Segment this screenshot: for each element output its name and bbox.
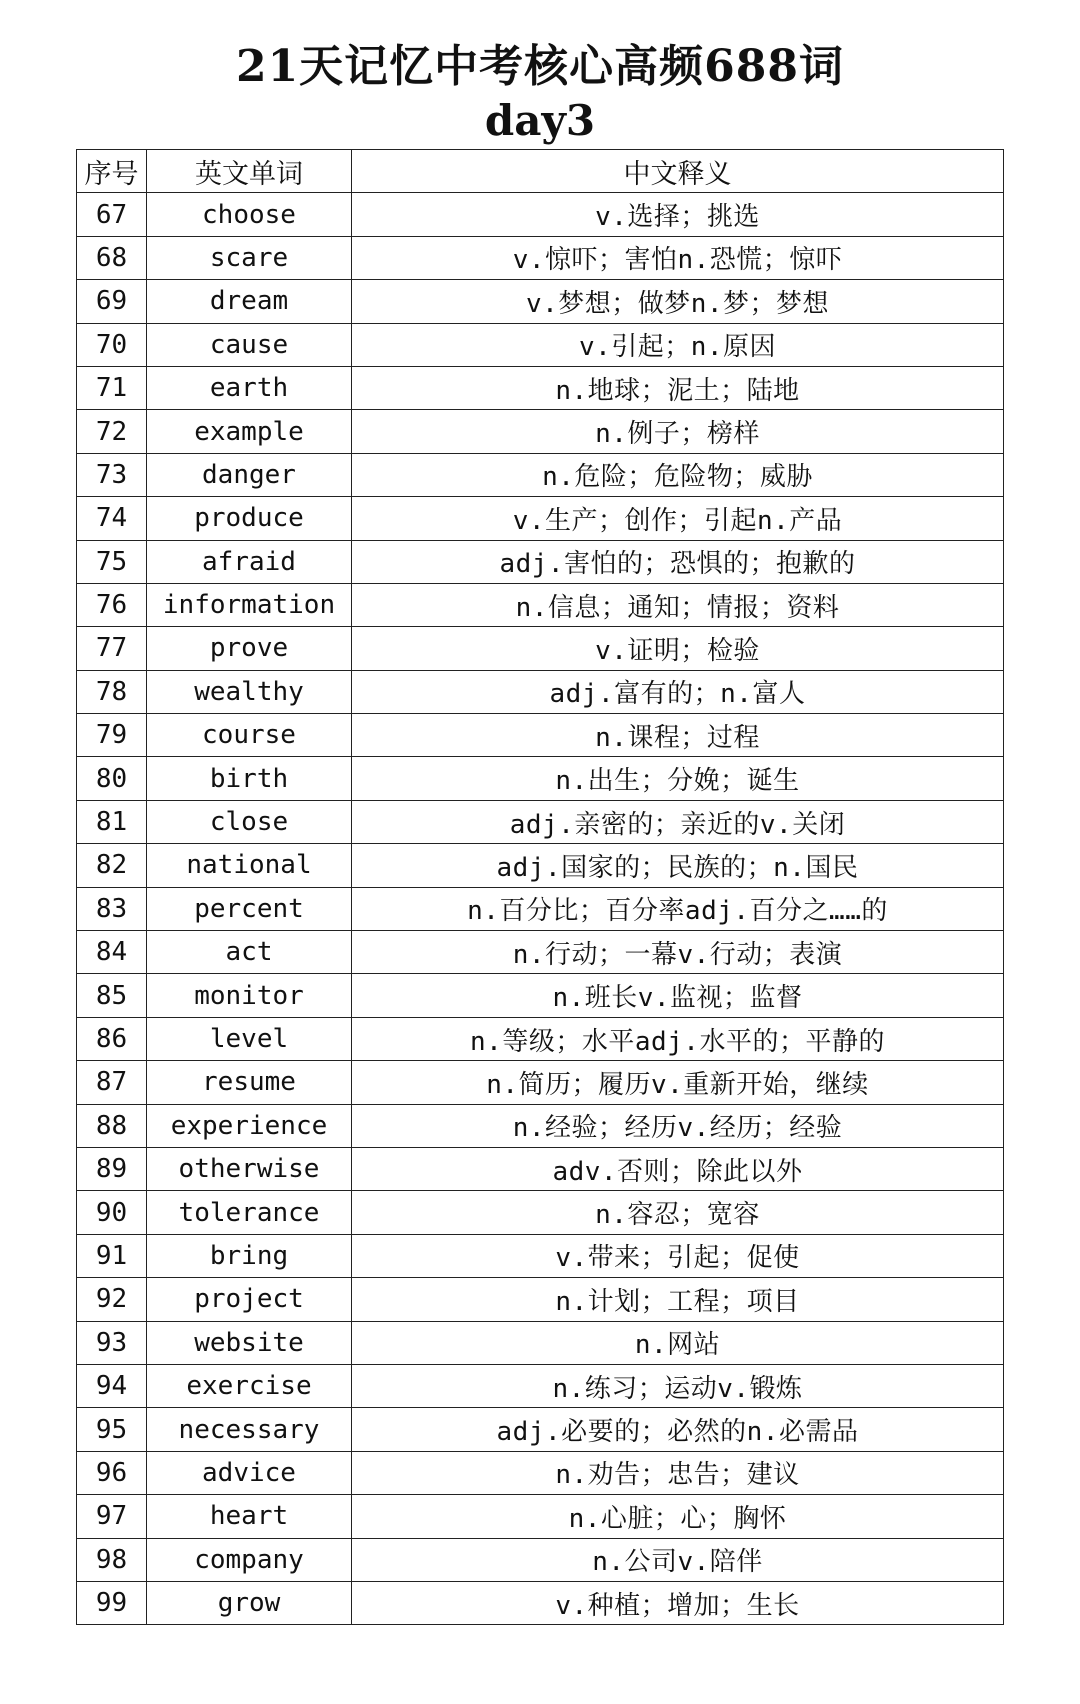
english-word: produce xyxy=(147,497,352,540)
chinese-meaning: v.惊吓；害怕n.恐慌；惊吓 xyxy=(352,236,1004,279)
table-row xyxy=(77,1408,1004,1451)
english-word: information xyxy=(147,583,352,626)
row-number: 92 xyxy=(77,1278,147,1321)
table-row xyxy=(77,931,1004,974)
english-word: project xyxy=(147,1278,352,1321)
table-row xyxy=(77,453,1004,496)
table-row xyxy=(77,1061,1004,1104)
chinese-meaning: adj.国家的；民族的；n.国民 xyxy=(352,844,1004,887)
row-number: 95 xyxy=(77,1408,147,1451)
page-subtitle: day3 xyxy=(484,96,596,145)
chinese-meaning: n.容忍；宽容 xyxy=(352,1191,1004,1234)
row-number: 89 xyxy=(77,1147,147,1190)
table-row xyxy=(77,1451,1004,1494)
table-row xyxy=(77,323,1004,366)
row-number: 68 xyxy=(77,236,147,279)
table-row xyxy=(77,974,1004,1017)
chinese-meaning: v.梦想；做梦n.梦；梦想 xyxy=(352,280,1004,323)
chinese-meaning: v.带来；引起；促使 xyxy=(352,1234,1004,1277)
english-word: earth xyxy=(147,366,352,409)
row-number: 72 xyxy=(77,410,147,453)
chinese-meaning: n.信息；通知；情报；资料 xyxy=(352,583,1004,626)
english-word: wealthy xyxy=(147,670,352,713)
table-row xyxy=(77,1495,1004,1538)
table-header-row xyxy=(77,150,1004,193)
chinese-meaning: adj.富有的；n.富人 xyxy=(352,670,1004,713)
chinese-meaning: n.地球；泥土；陆地 xyxy=(352,366,1004,409)
vocabulary-table-body xyxy=(77,193,1004,1625)
table-row xyxy=(77,670,1004,713)
english-word: company xyxy=(147,1538,352,1581)
english-word: national xyxy=(147,844,352,887)
chinese-meaning: n.计划；工程；项目 xyxy=(352,1278,1004,1321)
row-number: 87 xyxy=(77,1061,147,1104)
table-row xyxy=(77,1278,1004,1321)
chinese-meaning: v.种植；增加；生长 xyxy=(352,1581,1004,1624)
english-word: grow xyxy=(147,1581,352,1624)
table-row xyxy=(77,1234,1004,1277)
chinese-meaning: n.经验；经历v.经历；经验 xyxy=(352,1104,1004,1147)
row-number: 85 xyxy=(77,974,147,1017)
header-chinese-meaning: 中文释义 xyxy=(352,150,1004,193)
row-number: 88 xyxy=(77,1104,147,1147)
english-word: advice xyxy=(147,1451,352,1494)
english-word: otherwise xyxy=(147,1147,352,1190)
table-row xyxy=(77,1147,1004,1190)
english-word: act xyxy=(147,931,352,974)
row-number: 96 xyxy=(77,1451,147,1494)
table-row xyxy=(77,410,1004,453)
header-number: 序号 xyxy=(77,150,147,193)
chinese-meaning: n.网站 xyxy=(352,1321,1004,1364)
row-number: 78 xyxy=(77,670,147,713)
chinese-meaning: n.公司v.陪伴 xyxy=(352,1538,1004,1581)
chinese-meaning: n.出生；分娩；诞生 xyxy=(352,757,1004,800)
row-number: 71 xyxy=(77,366,147,409)
row-number: 81 xyxy=(77,800,147,843)
table-row xyxy=(77,714,1004,757)
chinese-meaning: n.百分比；百分率adj.百分之……的 xyxy=(352,887,1004,930)
header-english-word: 英文单词 xyxy=(147,150,352,193)
english-word: afraid xyxy=(147,540,352,583)
table-row xyxy=(77,1191,1004,1234)
english-word: birth xyxy=(147,757,352,800)
english-word: percent xyxy=(147,887,352,930)
vocabulary-table xyxy=(76,149,1004,1625)
row-number: 67 xyxy=(77,193,147,236)
english-word: cause xyxy=(147,323,352,366)
chinese-meaning: n.等级；水平adj.水平的；平静的 xyxy=(352,1017,1004,1060)
chinese-meaning: n.课程；过程 xyxy=(352,714,1004,757)
row-number: 79 xyxy=(77,714,147,757)
chinese-meaning: n.班长v.监视；监督 xyxy=(352,974,1004,1017)
row-number: 69 xyxy=(77,280,147,323)
chinese-meaning: v.证明；检验 xyxy=(352,627,1004,670)
table-row xyxy=(77,1017,1004,1060)
chinese-meaning: adv.否则；除此以外 xyxy=(352,1147,1004,1190)
english-word: experience xyxy=(147,1104,352,1147)
chinese-meaning: v.选择；挑选 xyxy=(352,193,1004,236)
table-row xyxy=(77,236,1004,279)
row-number: 97 xyxy=(77,1495,147,1538)
row-number: 77 xyxy=(77,627,147,670)
table-row xyxy=(77,1321,1004,1364)
table-row xyxy=(77,757,1004,800)
english-word: example xyxy=(147,410,352,453)
row-number: 83 xyxy=(77,887,147,930)
english-word: exercise xyxy=(147,1364,352,1407)
chinese-meaning: n.行动；一幕v.行动；表演 xyxy=(352,931,1004,974)
row-number: 82 xyxy=(77,844,147,887)
page-title: 21天记忆中考核心高频688词 xyxy=(235,41,845,92)
table-row xyxy=(77,583,1004,626)
table-row xyxy=(77,497,1004,540)
english-word: close xyxy=(147,800,352,843)
chinese-meaning: n.心脏；心；胸怀 xyxy=(352,1495,1004,1538)
table-row xyxy=(77,1364,1004,1407)
table-row xyxy=(77,540,1004,583)
english-word: course xyxy=(147,714,352,757)
english-word: tolerance xyxy=(147,1191,352,1234)
table-row xyxy=(77,1581,1004,1624)
table-row xyxy=(77,887,1004,930)
chinese-meaning: n.练习；运动v.锻炼 xyxy=(352,1364,1004,1407)
chinese-meaning: n.危险；危险物；威胁 xyxy=(352,453,1004,496)
english-word: scare xyxy=(147,236,352,279)
table-row xyxy=(77,193,1004,236)
row-number: 70 xyxy=(77,323,147,366)
english-word: prove xyxy=(147,627,352,670)
chinese-meaning: n.例子；榜样 xyxy=(352,410,1004,453)
english-word: heart xyxy=(147,1495,352,1538)
chinese-meaning: v.生产；创作；引起n.产品 xyxy=(352,497,1004,540)
english-word: website xyxy=(147,1321,352,1364)
english-word: dream xyxy=(147,280,352,323)
row-number: 93 xyxy=(77,1321,147,1364)
row-number: 74 xyxy=(77,497,147,540)
row-number: 86 xyxy=(77,1017,147,1060)
row-number: 84 xyxy=(77,931,147,974)
table-row xyxy=(77,844,1004,887)
table-row xyxy=(77,280,1004,323)
chinese-meaning: n.简历；履历v.重新开始，继续 xyxy=(352,1061,1004,1104)
english-word: level xyxy=(147,1017,352,1060)
row-number: 90 xyxy=(77,1191,147,1234)
row-number: 73 xyxy=(77,453,147,496)
english-word: monitor xyxy=(147,974,352,1017)
row-number: 80 xyxy=(77,757,147,800)
chinese-meaning: v.引起；n.原因 xyxy=(352,323,1004,366)
chinese-meaning: adj.害怕的；恐惧的；抱歉的 xyxy=(352,540,1004,583)
table-row xyxy=(77,627,1004,670)
row-number: 76 xyxy=(77,583,147,626)
row-number: 91 xyxy=(77,1234,147,1277)
english-word: resume xyxy=(147,1061,352,1104)
english-word: necessary xyxy=(147,1408,352,1451)
chinese-meaning: adj.必要的；必然的n.必需品 xyxy=(352,1408,1004,1451)
table-row xyxy=(77,1104,1004,1147)
chinese-meaning: n.劝告；忠告；建议 xyxy=(352,1451,1004,1494)
row-number: 94 xyxy=(77,1364,147,1407)
table-row xyxy=(77,800,1004,843)
row-number: 75 xyxy=(77,540,147,583)
english-word: bring xyxy=(147,1234,352,1277)
chinese-meaning: adj.亲密的；亲近的v.关闭 xyxy=(352,800,1004,843)
english-word: choose xyxy=(147,193,352,236)
row-number: 98 xyxy=(77,1538,147,1581)
table-row xyxy=(77,366,1004,409)
row-number: 99 xyxy=(77,1581,147,1624)
table-row xyxy=(77,1538,1004,1581)
english-word: danger xyxy=(147,453,352,496)
